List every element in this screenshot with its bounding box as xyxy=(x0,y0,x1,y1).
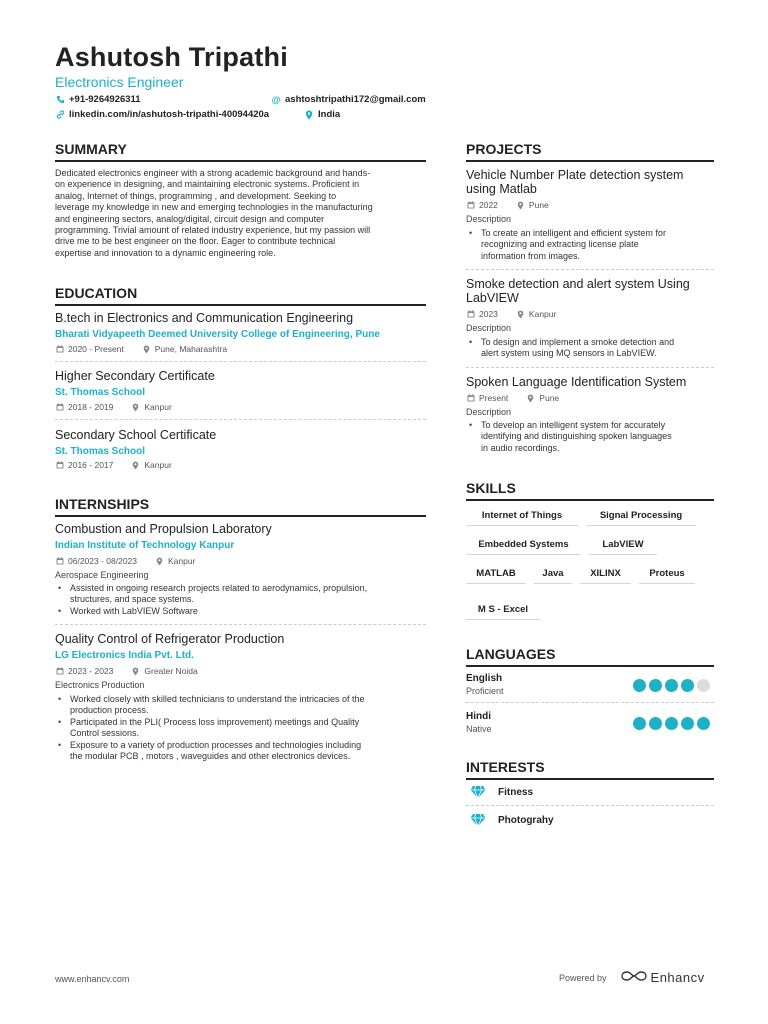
brand-name: Enhancv xyxy=(650,970,705,985)
summary-line: on experience in designing, and maintaining electronic systems. Proficient in xyxy=(55,179,360,190)
education-school: St. Thomas School xyxy=(55,446,146,457)
education-meta xyxy=(55,402,172,412)
internship-location: Kanpur xyxy=(168,556,196,566)
bullet-item xyxy=(466,337,716,360)
education-location: Pune, Maharashtra xyxy=(154,344,228,354)
divider xyxy=(466,367,714,368)
project-date: Present xyxy=(479,393,509,403)
email-contact xyxy=(271,94,426,105)
project-title-line: LabVIEW xyxy=(466,291,519,305)
education-location: Kanpur xyxy=(144,402,172,412)
project-title-line: Smoke detection and alert system Using xyxy=(466,277,690,291)
education-school: St. Thomas School xyxy=(55,387,146,398)
rating-dot-filled xyxy=(633,679,646,692)
bullet-line: • Worked closely with skilled technicians to understand the intricacies of the xyxy=(70,694,365,704)
project-title xyxy=(466,168,716,196)
linkedin-url[interactable]: linkedin.com/in/ashutosh-tripathi-40094420a xyxy=(69,109,270,120)
project-meta xyxy=(466,200,549,210)
summary-heading: SUMMARY xyxy=(55,141,426,162)
project-title-line: using Matlab xyxy=(466,182,537,196)
divider xyxy=(466,269,714,270)
project-description-label: Description xyxy=(466,323,512,333)
language-name: Hindi xyxy=(466,711,491,722)
interests-heading: INTERESTS xyxy=(466,759,714,780)
education-meta xyxy=(55,460,172,470)
summary-line: leverage my knowledge in new and emerging technologies in the manufacturing xyxy=(55,202,373,213)
project-description-label: Description xyxy=(466,214,512,224)
summary-line: drive me to be best engineer on the floor. Eager to contribute technical xyxy=(55,236,336,247)
summary-line: and engineering sectors, analog/digital, circuit design and computer xyxy=(55,213,325,224)
project-bullets xyxy=(466,228,716,262)
phone-contact xyxy=(55,94,141,105)
bullet-line: • Exposure to a variety of production processes and technologies including xyxy=(70,739,362,750)
education-dates: 2018 - 2019 xyxy=(68,402,114,412)
email-address[interactable]: ashtoshtripathi172@gmail.com xyxy=(285,94,426,105)
project-date: 2022 xyxy=(479,200,498,210)
language-name: English xyxy=(466,673,503,684)
education-heading: EDUCATION xyxy=(55,285,426,306)
language-rating xyxy=(633,679,710,692)
skill-tag: M S - Excel xyxy=(466,604,540,620)
internship-meta xyxy=(55,556,195,566)
bullet-line: information from images. xyxy=(481,250,581,261)
project-description-label: Description xyxy=(466,407,512,417)
summary-line: analog, Internet of things, programming , and development. Seeking to xyxy=(55,190,337,201)
internship-dept: Aerospace Engineering xyxy=(55,570,149,580)
project-bullets xyxy=(466,420,716,454)
internship-dates: 2023 - 2023 xyxy=(68,666,114,676)
link-icon xyxy=(55,110,65,119)
calendar-icon xyxy=(55,667,64,675)
skills-heading: SKILLS xyxy=(466,480,714,501)
project-location: Kanpur xyxy=(528,309,557,319)
divider xyxy=(55,419,426,420)
project-title xyxy=(466,375,716,389)
bullet-line: identifying and distinguishing spoken languages xyxy=(481,431,672,442)
bullet-line: • To create an intelligent and efficient system for xyxy=(481,228,666,238)
bullet-item xyxy=(55,740,427,763)
education-degree: Higher Secondary Certificate xyxy=(55,369,215,383)
divider xyxy=(466,702,714,703)
rating-dot-filled xyxy=(665,717,678,730)
project-meta xyxy=(466,393,559,403)
bullet-line: production process. xyxy=(70,705,149,716)
interest-item xyxy=(470,785,533,799)
bullet-line: alert system using MQ sensors in LabVIEW. xyxy=(481,348,657,359)
education-dates: 2020 - Present xyxy=(68,344,124,354)
projects-heading: PROJECTS xyxy=(466,141,714,162)
project-title xyxy=(466,277,716,305)
location-pin-icon xyxy=(516,310,525,319)
skill-tag: MATLAB xyxy=(466,568,526,584)
language-rating xyxy=(633,717,710,730)
project-location: Pune xyxy=(539,393,560,403)
bullet-item xyxy=(466,420,716,454)
interest-item xyxy=(470,813,554,827)
calendar-icon xyxy=(55,557,64,565)
at-icon: @ xyxy=(271,94,281,105)
location-pin-icon xyxy=(526,394,535,403)
location-pin-icon xyxy=(516,201,525,210)
rating-dot-filled xyxy=(681,679,694,692)
summary-text xyxy=(55,168,427,259)
internship-role: Quality Control of Refrigerator Production xyxy=(55,632,285,646)
divider xyxy=(55,624,426,625)
bullet-line: in audio recordings. xyxy=(481,442,560,453)
internship-location: Greater Noida xyxy=(144,666,198,676)
powered-by-label: Powered by xyxy=(559,972,607,983)
languages-heading: LANGUAGES xyxy=(466,646,714,667)
bullet-line: • Participated in the PLI( Process loss improvement) meetings and Quality xyxy=(70,716,360,727)
bullet-line: recognizing and extracting license plate xyxy=(481,239,639,250)
infinity-logo-icon xyxy=(621,970,647,985)
internship-org: LG Electronics India Pvt. Ltd. xyxy=(55,650,194,661)
summary-line: programming. Trivial amount of related industry experience, but my passion will xyxy=(55,225,371,236)
calendar-icon xyxy=(55,461,64,469)
bullet-line: structures, and space systems. xyxy=(70,594,195,605)
internship-bullets xyxy=(55,694,427,762)
location-pin-icon xyxy=(155,557,164,566)
rating-dot-filled xyxy=(665,679,678,692)
skill-tag: Embedded Systems xyxy=(466,539,581,555)
internship-org: Indian Institute of Technology Kanpur xyxy=(55,540,235,551)
project-date: 2023 xyxy=(479,309,498,319)
candidate-role: Electronics Engineer xyxy=(55,74,184,90)
location-pin-icon xyxy=(131,461,140,470)
internship-bullets xyxy=(55,583,427,617)
footer-powered-by xyxy=(559,970,705,985)
bullet-line: • To design and implement a smoke detection and xyxy=(481,337,675,347)
bullet-line: • To develop an intelligent system for accurately xyxy=(481,420,666,430)
bullet-line: • Worked with LabVIEW Software xyxy=(70,605,198,616)
language-level: Native xyxy=(466,724,492,734)
calendar-icon xyxy=(466,394,475,402)
bullet-line: Control sessions. xyxy=(70,728,140,739)
education-degree: B.tech in Electronics and Communication Engineering xyxy=(55,311,354,325)
diamond-icon xyxy=(470,813,486,827)
phone-number[interactable]: +91-9264926311 xyxy=(69,94,141,105)
project-bullets xyxy=(466,337,716,360)
bullet-line: the modular PCB , motors , waveguides and other electronics devices. xyxy=(70,751,351,762)
location-contact xyxy=(304,109,340,120)
education-degree: Secondary School Certificate xyxy=(55,428,217,442)
location-pin-icon xyxy=(131,403,140,412)
location-text: India xyxy=(318,109,341,120)
education-dates: 2016 - 2017 xyxy=(68,460,114,470)
enhancv-brand[interactable] xyxy=(621,970,705,985)
candidate-name: Ashutosh Tripathi xyxy=(55,42,288,72)
calendar-icon xyxy=(466,310,475,318)
skill-tag: LabVIEW xyxy=(589,539,657,555)
skill-tag: Proteus xyxy=(639,568,695,584)
summary-line: Dedicated electronics engineer with a strong academic background and hands- xyxy=(55,168,371,178)
bullet-item xyxy=(55,583,427,606)
project-title-line: Vehicle Number Plate detection system xyxy=(466,168,684,182)
summary-line: expertise and innovation to a dynamic engineering role. xyxy=(55,247,276,258)
project-title-line: Spoken Language Identification System xyxy=(466,375,687,389)
location-pin-icon xyxy=(304,110,314,120)
linkedin-contact xyxy=(55,109,269,120)
internship-meta xyxy=(55,666,198,676)
skill-tag: Internet of Things xyxy=(466,510,578,526)
bullet-item xyxy=(55,717,427,740)
language-level: Proficient xyxy=(466,686,504,696)
interest-label: Fitness xyxy=(498,786,534,798)
skill-tag: Java xyxy=(534,568,572,584)
interest-label: Photograhy xyxy=(498,814,554,826)
bullet-item xyxy=(55,694,427,717)
skill-tag: Signal Processing xyxy=(586,510,696,526)
skill-tag: XILINX xyxy=(580,568,631,584)
calendar-icon xyxy=(55,403,64,411)
rating-dot-filled xyxy=(697,717,710,730)
bullet-item xyxy=(466,228,716,262)
education-school: Bharati Vidyapeeth Deemed University College of Engineering, Pune xyxy=(55,329,380,340)
project-location: Pune xyxy=(528,200,549,210)
phone-icon xyxy=(55,95,65,104)
divider xyxy=(466,805,714,806)
education-meta xyxy=(55,344,227,354)
internship-role: Combustion and Propulsion Laboratory xyxy=(55,522,272,536)
calendar-icon xyxy=(55,345,64,353)
calendar-icon xyxy=(466,201,475,209)
internship-dates: 06/2023 - 08/2023 xyxy=(68,556,138,566)
project-meta xyxy=(466,309,556,319)
location-pin-icon xyxy=(131,667,140,676)
bullet-item xyxy=(55,606,427,617)
internship-dept: Electronics Production xyxy=(55,680,145,690)
internships-heading: INTERNSHIPS xyxy=(55,496,426,517)
rating-dot-filled xyxy=(649,679,662,692)
footer-website[interactable]: www.enhancv.com xyxy=(55,974,130,984)
rating-dot-empty xyxy=(697,679,710,692)
bullet-line: • Assisted in ongoing research projects related to aerodynamics, propulsion, xyxy=(70,583,368,593)
diamond-icon xyxy=(470,785,486,799)
location-pin-icon xyxy=(142,345,151,354)
divider xyxy=(55,361,426,362)
education-location: Kanpur xyxy=(144,460,172,470)
rating-dot-filled xyxy=(681,717,694,730)
rating-dot-filled xyxy=(633,717,646,730)
rating-dot-filled xyxy=(649,717,662,730)
